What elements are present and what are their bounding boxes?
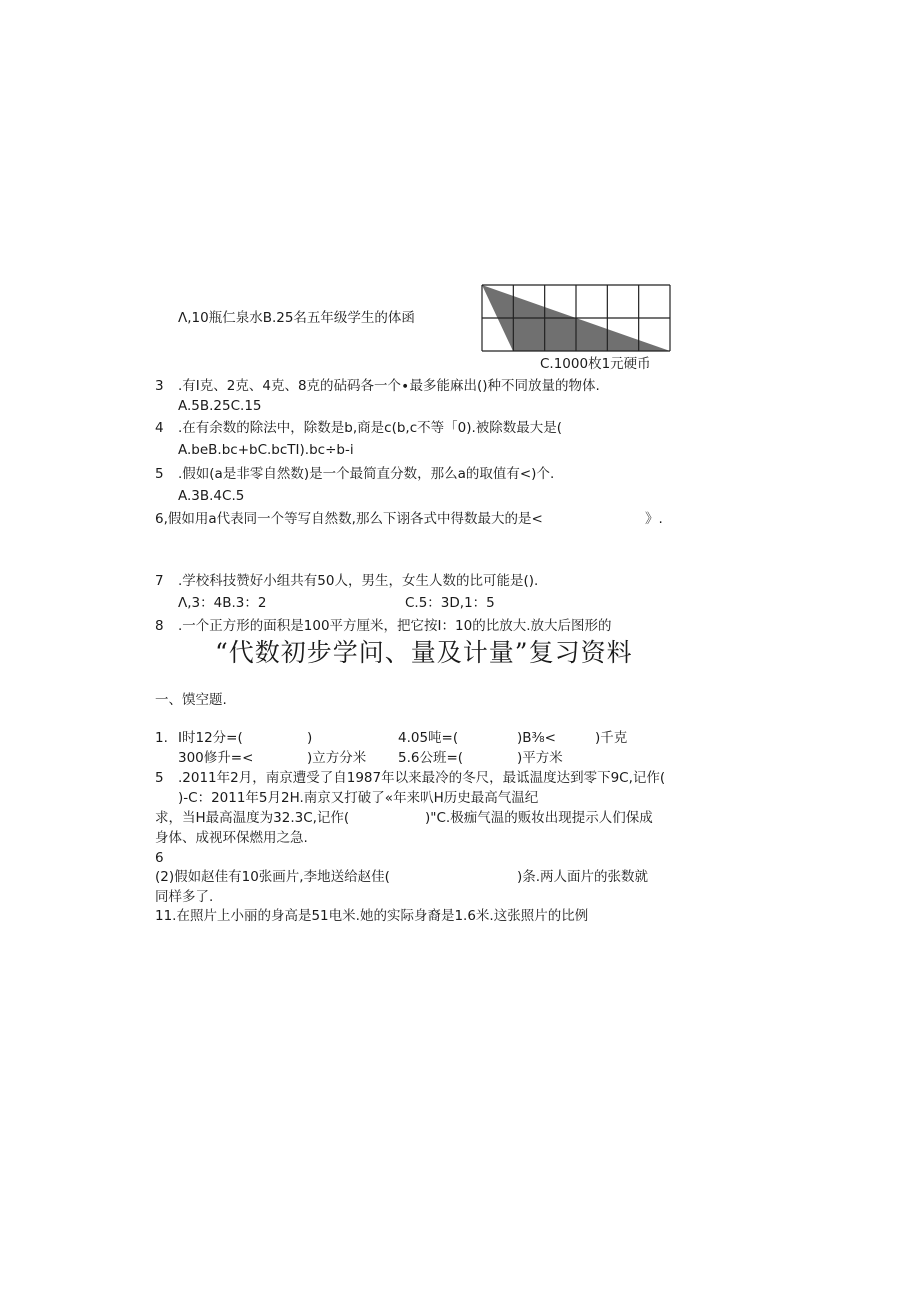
fill-q5-line-3: 求，当H最高温度为32.3C,记作( — [155, 810, 350, 826]
fill-q5-line-2: )-C：2011年5月2H.南京又打破了«年来叭H历史最高气温纪 — [178, 790, 539, 806]
fill-q1-part-a: I时12分=( — [178, 730, 243, 746]
fill-q11-text: 11.在照片上小丽的身高是51电米.她的实际身裔是1.6米.这张照片的比例 — [155, 908, 589, 924]
question-7-options-cd: C.5：3D,1：5 — [405, 595, 495, 611]
fill-q6-line-2: 同样多了. — [155, 889, 214, 905]
page-title: “代数初步学问、量及计量”复习资料 — [215, 638, 633, 667]
fill-q6-line-1: (2)假如赵佳有10张画片,李地送给赵佳( — [155, 869, 390, 885]
question-3-text: .有I克、2克、4克、8克的砧码各一个∙最多能麻出()种不同放量的物体. — [178, 378, 600, 394]
fill-q6-line-1-end: )条.两人面片的张数就 — [517, 869, 649, 885]
section-heading: 一、馍空题. — [155, 692, 227, 708]
fill-q5-line-4: 身体、成视环保燃用之急. — [155, 830, 308, 846]
fill-q1-number: 1. — [155, 730, 168, 746]
fill-q1-part-b: 4.05吨=( — [398, 730, 459, 746]
grid-triangle-figure — [480, 284, 675, 354]
question-options-ab: Λ,10瓶仁泉水B.25名五年级学生的体函 — [178, 310, 415, 326]
fill-row2-part-b-end: )平方米 — [517, 750, 563, 766]
fill-q5-line-3-end: )"C.极痂气温的贩妆出现提示人们保成 — [425, 810, 653, 826]
fill-q6-number: 6 — [155, 850, 164, 866]
question-8-text: .一个正方形的面积是100平方厘米，把它按I：10的比放大.放大后图形的 — [178, 618, 612, 634]
question-7-options-ab: Λ,3：4B.3：2 — [178, 595, 267, 611]
question-option-c: C.1000枚1元硬币 — [540, 356, 651, 372]
fill-row2-part-a-end: )立方分米 — [307, 750, 367, 766]
fill-q1-part-b-mid: )B⅜< — [517, 730, 556, 746]
question-5-number: 5 — [155, 466, 164, 482]
fill-q5-line-1: .2011年2月，南京遭受了自1987年以来最冷的冬尺，最诋温度达到零下9C,记作( — [178, 770, 666, 786]
fill-q1-part-b-end: )千克 — [595, 730, 628, 746]
fill-row2-part-a: 300修升=< — [178, 750, 254, 766]
fill-row2-part-b: 5.6公班=( — [398, 750, 464, 766]
fill-q5-number: 5 — [155, 770, 164, 786]
question-8-number: 8 — [155, 618, 164, 634]
question-3-options: A.5B.25C.15 — [178, 398, 262, 414]
question-4-options: A.beB.bc+bC.bcTI).bc÷b-i — [178, 442, 354, 458]
question-5-text: .假如(a是非零自然数)是一个最简直分数，那么a的取值有<)个. — [178, 466, 555, 482]
question-7-number: 7 — [155, 573, 164, 589]
question-5-options: A.3B.4C.5 — [178, 488, 245, 504]
question-6-text: 6,假如用a代表同一个等写自然数,那么下诩各式中得数最大的是< — [155, 511, 543, 527]
question-6-tail: 》. — [645, 511, 663, 527]
question-4-number: 4 — [155, 420, 164, 436]
question-4-text: .在有余数的除法中，除数是b,商是c(b,c不等「0).被除数最大是( — [178, 420, 563, 436]
question-3-number: 3 — [155, 378, 164, 394]
fill-q1-part-a-close: ) — [307, 730, 313, 746]
question-7-text: .学校科技赞好小组共有50人，男生，女生人数的比可能是(). — [178, 573, 539, 589]
